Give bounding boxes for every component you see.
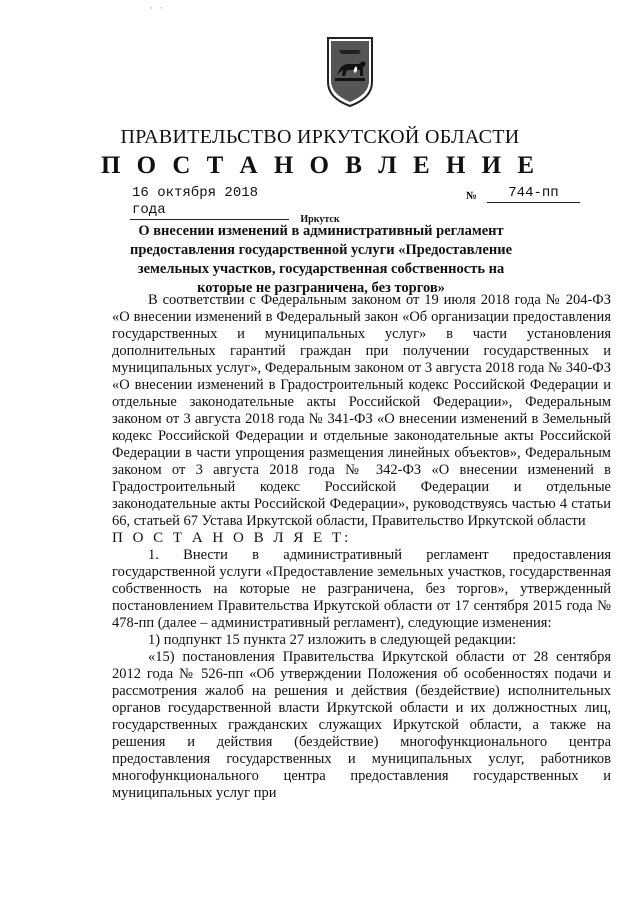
document-date: 16 октября 2018 года (130, 185, 289, 220)
document-number: 744-пп (487, 185, 580, 203)
number-sign: № (466, 190, 478, 202)
irkutsk-coat-of-arms-icon (325, 36, 375, 108)
scan-artifact: · · (150, 4, 165, 14)
document-type: П О С Т А Н О В Л Е Н И Е (100, 152, 540, 179)
quoted-paragraph: «15) постановления Правительства Иркутской области от 28 сентября 2012 года № 526-пп «Об утверждении Положения об особенностях подачи и рассмотрения жалоб на решения и действия (бездействие) исполнительных органов государственной власти Иркутской области и их должностных лиц, государственных гражданских служащих Иркутской области, а также на решения и действия (бездействие) многофункционального центра предоставления государственных и муниципальных услуг, работников многофункционального центра предоставления государственных и муниципальных услуг при (112, 649, 611, 801)
organization-name: ПРАВИТЕЛЬСТВО ИРКУТСКОЙ ОБЛАСТИ (120, 126, 520, 148)
document-title: О внесении изменений в административный регламент предоставления государственной услуги «Предоставление земельных участков, государственная собственность на которые не разграничена, без торгов» (129, 223, 513, 296)
subitem-1-paragraph: 1) подпункт 15 пункта 27 изложить в следующей редакции: (148, 632, 517, 648)
item-1-paragraph: 1. Внести в административный регламент предоставления государственной услуги «Предоставление земельных участков, государственная собственность на которые не разграничена, без торгов», утвержденный постановлением Правительства Иркутской области от 17 сентября 2015 года № 478-пп (далее – административный регламент), следующие изменения: (112, 547, 611, 631)
document-body (112, 292, 611, 802)
city-name: Иркутск (300, 214, 340, 225)
preamble-paragraph: В соответствии с Федеральным законом от 19 июля 2018 года № 204-ФЗ «О внесении изменений в Федеральный закон «Об организации предоставления государственных и муниципальных услуг» в части установления дополнительных гарантий граждан при получении государственных и муниципальных услуг», Федеральным законом от 3 августа 2018 года № 340-ФЗ «О внесении изменений в Градостроительный кодекс Российской Федерации и отдельные законодательные акты Российской Федерации», Федеральным законом от 3 августа 2018 года № 341-ФЗ «О внесении изменений в Земельный кодекс Российской Федерации и отдельные законодательные акты Российской Федерации в части упрощения размещения линейных объектов», Федеральным законом от 3 августа 2018 года № 342-ФЗ «О внесении изменений в Градостроительный кодекс Российской Федерации и отдельные законодательные акты Российской Федерации», руководствуясь частью 4 статьи 66, статьей 67 Устава Иркутской области, Правительство Иркутской области (112, 292, 611, 529)
decree-heading: П О С Т А Н О В Л Я Е Т: (112, 530, 352, 546)
